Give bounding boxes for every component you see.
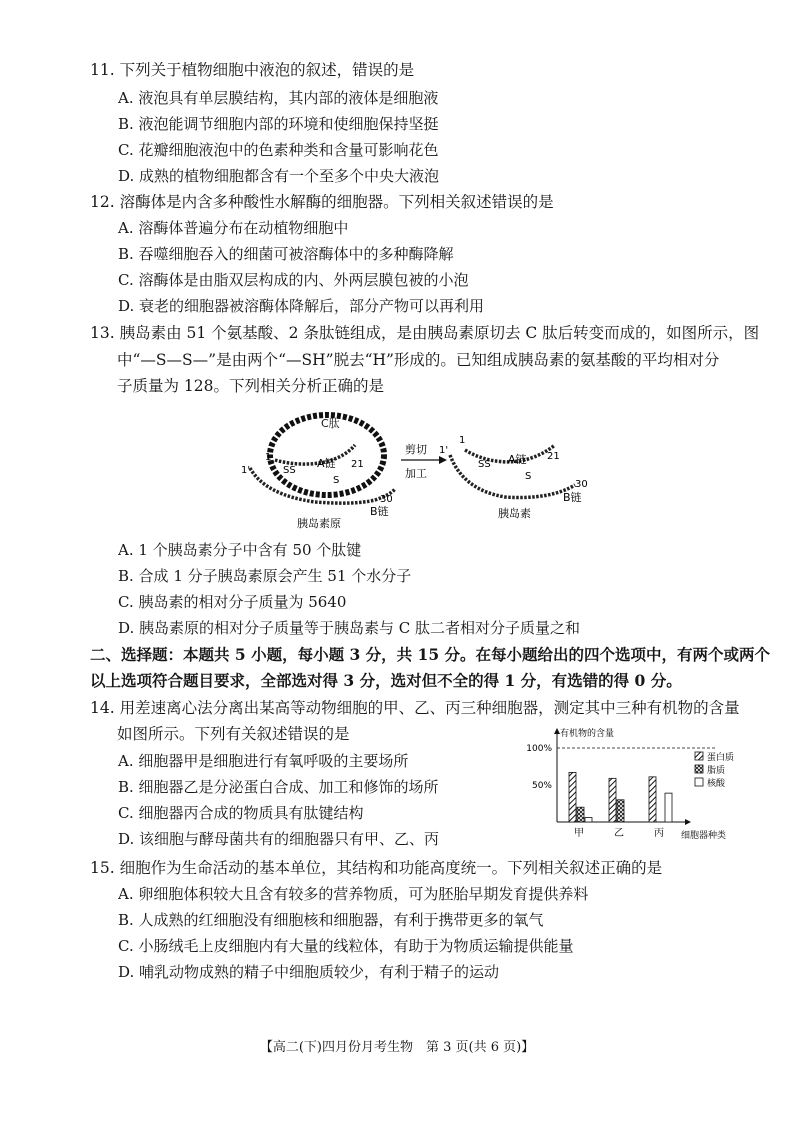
q13-stem-line2: 中“—S—S—”是由两个“—SH”脱去“H”形成的。已知组成胰岛素的氨基酸的平均相对分 (117, 351, 720, 369)
legend-swatch-核酸 (695, 778, 703, 786)
q12-stem: 12. 溶酶体是内含多种酸性水解酶的细胞器。下列相关叙述错误的是 (90, 193, 554, 211)
b-chain-label-right: B链 (563, 491, 582, 504)
q13-stem-line1: 13. 胰岛素由 51 个氨基酸、2 条肽链组成，是由胰岛素原切去 C 肽后转变而成的，如图所示，图 (90, 324, 760, 342)
label-1p-right: 1' (439, 445, 449, 456)
ss-left: SS (283, 465, 296, 476)
c-peptide-label: C肽 (321, 417, 340, 430)
ss-right: SS (478, 459, 491, 470)
q15-option-b: B. 人成熟的红细胞没有细胞核和细胞器，有利于携带更多的氧气 (118, 911, 544, 929)
caption-left: 胰岛素原 (297, 517, 341, 530)
q15-option-a: A. 卵细胞体积较大且含有较多的营养物质，可为胚胎早期发育提供养料 (118, 885, 589, 903)
q12-option-d: D. 衰老的细胞器被溶酶体降解后，部分产物可以再利用 (118, 297, 485, 315)
q14-option-a: A. 细胞器甲是细胞进行有氧呼吸的主要场所 (118, 752, 409, 770)
x-tick-甲: 甲 (574, 828, 584, 839)
q14-stem-line1: 14. 用差速离心法分离出某高等动物细胞的甲、乙、丙三种细胞器，测定其中三种有机物的含量 (90, 699, 740, 717)
x-tick-丙: 丙 (654, 828, 664, 839)
q14-option-d: D. 该细胞与酵母菌共有的细胞器只有甲、乙、丙 (118, 830, 440, 848)
q13-option-c: C. 胰岛素的相对分子质量为 5640 (118, 593, 347, 611)
label-21-left: 21 (351, 459, 364, 470)
b-chain-label-left: B链 (370, 505, 389, 518)
s-left: S (333, 475, 340, 486)
q11-option-d: D. 成熟的植物细胞都含有一个至多个中央大液泡 (118, 167, 440, 185)
label-21-right: 21 (547, 451, 560, 462)
q15-stem: 15. 细胞作为生命活动的基本单位，其结构和功能高度统一。下列相关叙述正确的是 (90, 859, 663, 877)
y-tick-100: 100% (526, 744, 552, 754)
q14-stem-line2: 如图所示。下列有关叙述错误的是 (117, 725, 350, 743)
arrow-label-bottom: 加工 (405, 467, 427, 480)
bar-甲-脂质 (577, 807, 584, 822)
q11-option-b: B. 液泡能调节细胞内部的环境和使细胞保持坚挺 (118, 115, 439, 133)
process-arrow-head (439, 456, 447, 464)
x-tick-乙: 乙 (614, 828, 624, 839)
legend-label-蛋白质: 蛋白质 (707, 753, 735, 763)
q13-option-b: B. 合成 1 分子胰岛素原会产生 51 个水分子 (118, 567, 412, 585)
q15-option-d: D. 哺乳动物成熟的精子中细胞质较少，有利于精子的运动 (118, 963, 500, 981)
a-chain-label-left: A链 (317, 457, 336, 470)
label-1p-left: 1' (241, 465, 251, 476)
q14-option-c: C. 细胞器丙合成的物质具有肽键结构 (118, 804, 364, 822)
q14-option-b: B. 细胞器乙是分泌蛋白合成、加工和修饰的场所 (118, 778, 439, 796)
q13-option-a: A. 1 个胰岛素分子中含有 50 个肽键 (118, 541, 362, 559)
section2-line1: 二、选择题：本题共 5 小题，每小题 3 分，共 15 分。在每小题给出的四个选项中，有两个或两个 (90, 645, 771, 664)
insulin-diagram (225, 405, 605, 530)
caption-right: 胰岛素 (498, 507, 531, 520)
bar-丙-蛋白质 (649, 777, 656, 822)
q15-option-c: C. 小肠绒毛上皮细胞内有大量的线粒体，有助于为物质运输提供能量 (118, 937, 574, 955)
legend-label-脂质: 脂质 (707, 766, 726, 776)
q12-option-b: B. 吞噬细胞吞入的细菌可被溶酶体中的多种酶降解 (118, 245, 454, 263)
q12-option-c: C. 溶酶体是由脂双层构成的内、外两层膜包被的小泡 (118, 271, 469, 289)
label-30-left: 30 (380, 494, 393, 505)
a-chain-label-right: A链 (508, 453, 527, 466)
arrow-label-top: 剪切 (405, 443, 427, 456)
bar-丙-核酸 (665, 793, 672, 822)
label-1-left: 1 (265, 452, 272, 463)
section2-line2: 以上选项符合题目要求，全部选对得 3 分，选对但不全的得 1 分，有选错的得 0 分。 (90, 671, 682, 690)
x-axis-label: 细胞器种类 (681, 831, 727, 841)
organelle-content-chart (515, 722, 745, 842)
label-1-right: 1 (459, 435, 466, 446)
bar-甲-蛋白质 (569, 772, 576, 822)
bar-甲-核酸 (585, 818, 592, 822)
label-30-right: 30 (575, 479, 588, 490)
q11-option-c: C. 花瓣细胞液泡中的色素种类和含量可影响花色 (118, 141, 439, 159)
q12-option-a: A. 溶酶体普遍分布在动植物细胞中 (118, 219, 349, 237)
q11-stem: 11. 下列关于植物细胞中液泡的叙述，错误的是 (90, 61, 415, 79)
y-tick-50: 50% (531, 781, 552, 791)
s-right: S (525, 471, 532, 482)
q13-stem-line3: 子质量为 128。下列相关分析正确的是 (117, 377, 385, 395)
legend-swatch-蛋白质 (695, 752, 703, 760)
page-footer: 【高二(下)四月份月考生物 第 3 页(共 6 页)】 (259, 1040, 535, 1055)
legend-label-核酸: 核酸 (707, 779, 726, 789)
y-axis-label: 有机物的含量 (560, 729, 615, 739)
bar-乙-蛋白质 (609, 778, 616, 822)
a-chain-left (275, 445, 355, 464)
x-axis-arrow (685, 819, 691, 825)
q13-option-d: D. 胰岛素原的相对分子质量等于胰岛素与 C 肽二者相对分子质量之和 (118, 619, 581, 637)
bar-乙-脂质 (617, 800, 624, 822)
q11-option-a: A. 液泡具有单层膜结构，其内部的液体是细胞液 (118, 89, 439, 107)
legend-swatch-脂质 (695, 765, 703, 773)
